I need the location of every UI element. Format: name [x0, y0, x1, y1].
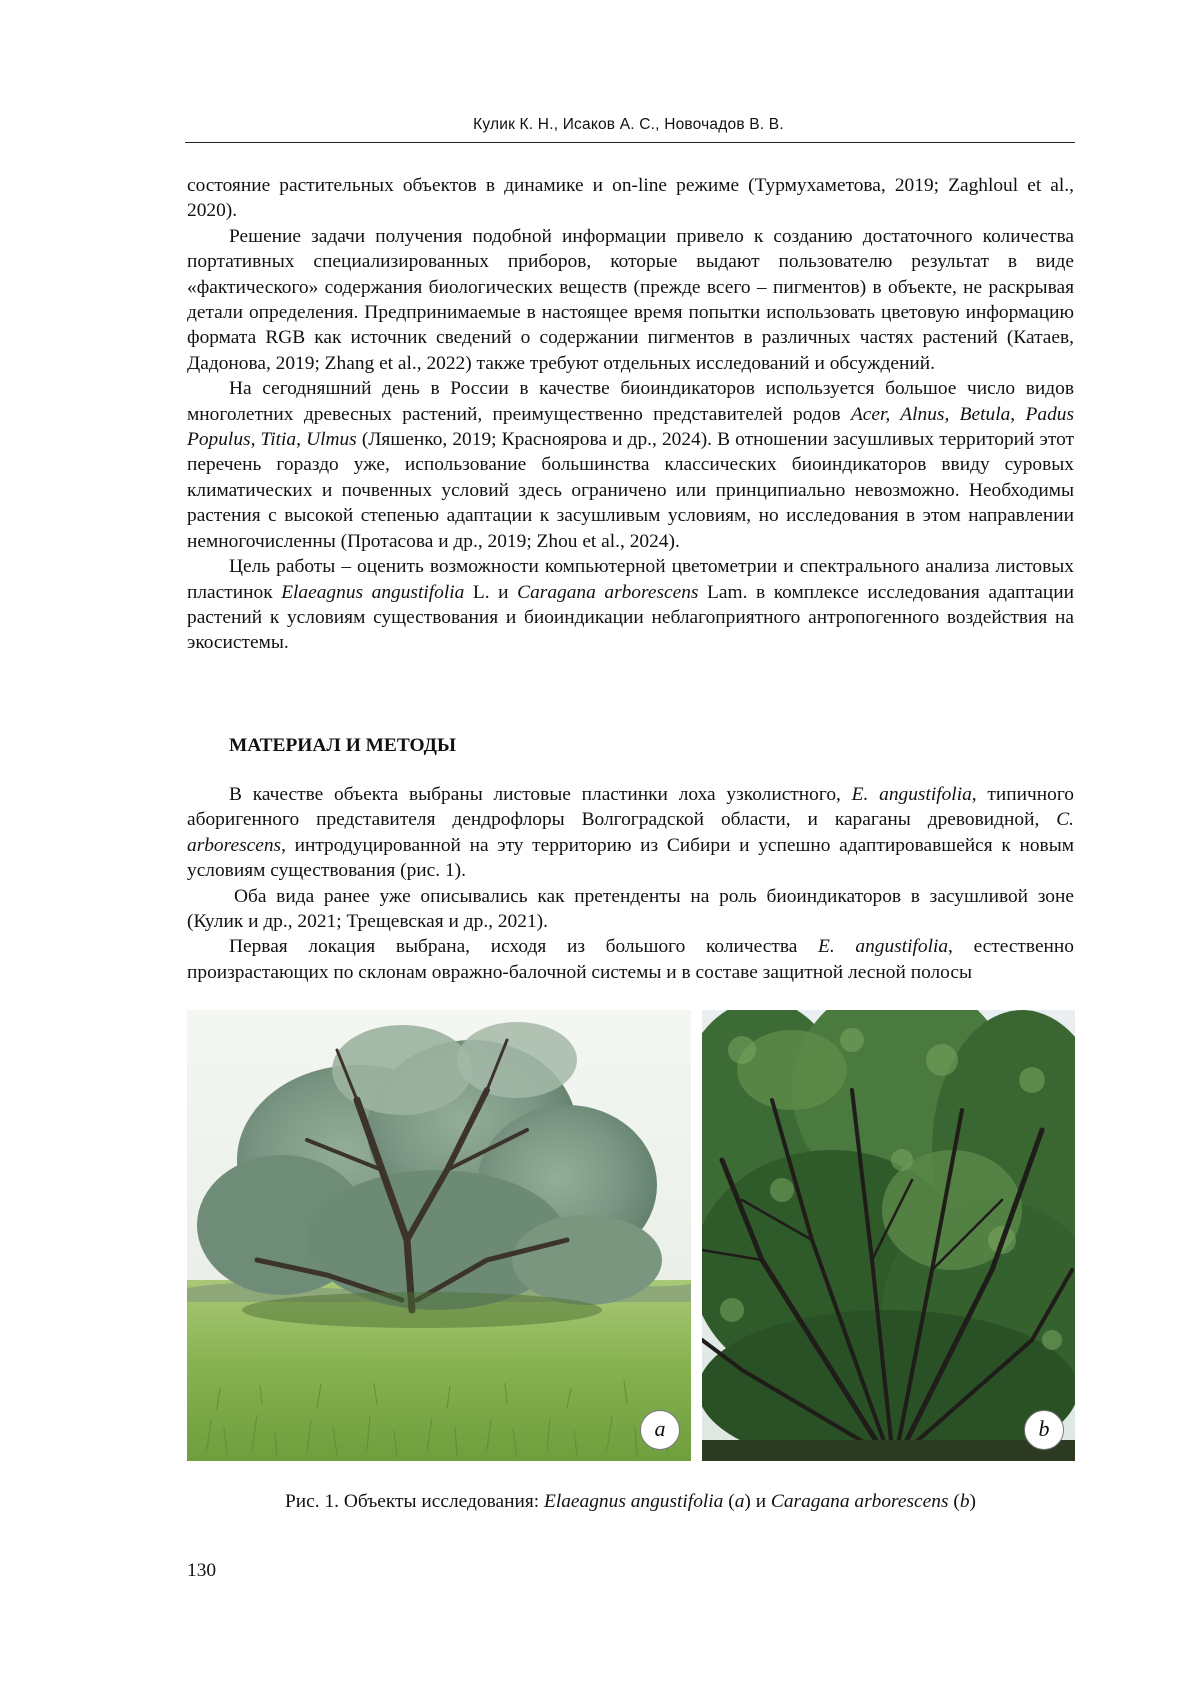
photo-caragana — [702, 1010, 1075, 1461]
species-name: E. angustifolia — [818, 936, 949, 958]
genus-name: Ulmus — [306, 429, 357, 451]
photo-label-b: b — [1024, 1410, 1064, 1450]
paragraph-6: Оба вида ранее уже описывались как претенденты на роль биоиндикаторов в засушливой зоне (Кулик и др., 2021; Трещевская и др., 2021). — [187, 885, 1074, 933]
text-run: , естественно произрастающих по склонам овражно-балочной системы и в составе защитной лесной полосы — [187, 936, 1075, 983]
text-run: Первая локация выбрана, исходя из большого количества — [229, 936, 819, 958]
caption-species: Caragana arborescens — [770, 1491, 949, 1512]
caption-letter: b — [959, 1491, 970, 1512]
body-text-methods — [187, 782, 1074, 985]
paragraph-2: Решение задачи получения подобной информации привело к созданию достаточного количества портативных специализированных приборов, которые выдают пользователю результат в виде «фактического» содержания биологических веществ (прежде всего – пигментов) в объекте, не раскрывая детали определения. Предпринимаемые в настоящее время попытки использовать цветовую информацию формата RGB как источник сведений о содержании пигментов в различных частях растений (Катаев, Дадонова, 2019; Zhang et al., 2022) также требуют отдельных исследований и обсуждений. — [187, 225, 1074, 374]
page-number: 130 — [187, 1560, 217, 1581]
text-run: (Ляшенко, 2019; Красноярова и др., 2024). В отношении засушливых территорий этот перечень гораздо уже, использование большинства классических биоиндикаторов ввиду суровых климатических и почвенных условий здесь ограничено или принципиально невозможно. Необходимы растения с высокой степенью адаптации к засушливым условиям, но исследования в этом направлении немногочисленны (Протасова и др., 2019; Zhou et al., 2024). — [187, 429, 1074, 552]
species-name: C. arborescens — [187, 809, 1074, 856]
caption-text: ) — [969, 1491, 976, 1512]
species-name: E. angustifolia — [851, 784, 972, 805]
paragraph-7 — [187, 934, 1074, 985]
paragraph-3 — [187, 376, 1074, 554]
photo-label-a: a — [640, 1410, 680, 1450]
figure-caption — [187, 1489, 1074, 1514]
text-run: В качестве объекта выбраны листовые пластинки лоха узколистного, — [229, 784, 852, 805]
running-header: Кулик К. Н., Исаков А. С., Новочадов В. В. — [473, 116, 784, 133]
photo-elaeagnus-graphic — [187, 1010, 691, 1461]
body-text-top — [187, 173, 1074, 656]
caption-text: ( — [948, 1491, 960, 1512]
caption-species: Elaeagnus angustifolia — [544, 1491, 724, 1512]
header-rule — [185, 142, 1075, 143]
photo-caragana-graphic — [702, 1010, 1075, 1461]
species-name: Caragana arborescens — [517, 581, 699, 603]
text-run: Цель работы – оценить возможности компьютерной цветометрии и спектрального анализа листовых пластинок — [187, 556, 1074, 603]
caption-text: ( — [723, 1491, 735, 1512]
text-run: Lam. в комплексе исследования адаптации растений к условиям существования и биоиндикации неблагоприятного антропогенного воздействия на экосистемы. — [187, 581, 1074, 654]
caption-text: Рис. 1. Объекты исследования: — [285, 1491, 544, 1512]
text-run: , — [250, 429, 261, 451]
caption-letter: a — [734, 1491, 745, 1512]
paragraph-1: состояние растительных объектов в динамике и on-line режиме (Турмухаметова, 2019; Zaghloul et al., 2020). — [187, 175, 1074, 222]
genus-name: Titia — [260, 429, 297, 451]
paragraph-4 — [187, 554, 1074, 656]
text-run: L. и — [464, 581, 518, 603]
text-run: , интродуцированной на эту территорию из Сибири и успешно адаптировавшейся к новым условиям существования (рис. 1). — [187, 834, 1074, 882]
text-run: , — [296, 429, 307, 451]
paragraph-5 — [187, 782, 1074, 884]
species-name: Elaeagnus angustifolia — [281, 581, 465, 603]
text-run: , — [1010, 403, 1026, 425]
caption-text: ) и — [744, 1491, 771, 1512]
text-run: , типичного аборигенного представителя дендрофлоры Волгоградской области, и караганы древовидной, — [187, 784, 1074, 831]
photo-elaeagnus — [187, 1010, 691, 1461]
text-run: На сегодняшний день в России в качестве биоиндикаторов используется большое число видов многолетних древесных растений, преимущественно представителей родов — [187, 378, 1074, 425]
section-title: МАТЕРИАЛ И МЕТОДЫ — [229, 735, 457, 756]
genus-name: Acer, Alnus, Betula — [850, 403, 1011, 425]
genus-name: Padus Populus — [187, 403, 1075, 451]
